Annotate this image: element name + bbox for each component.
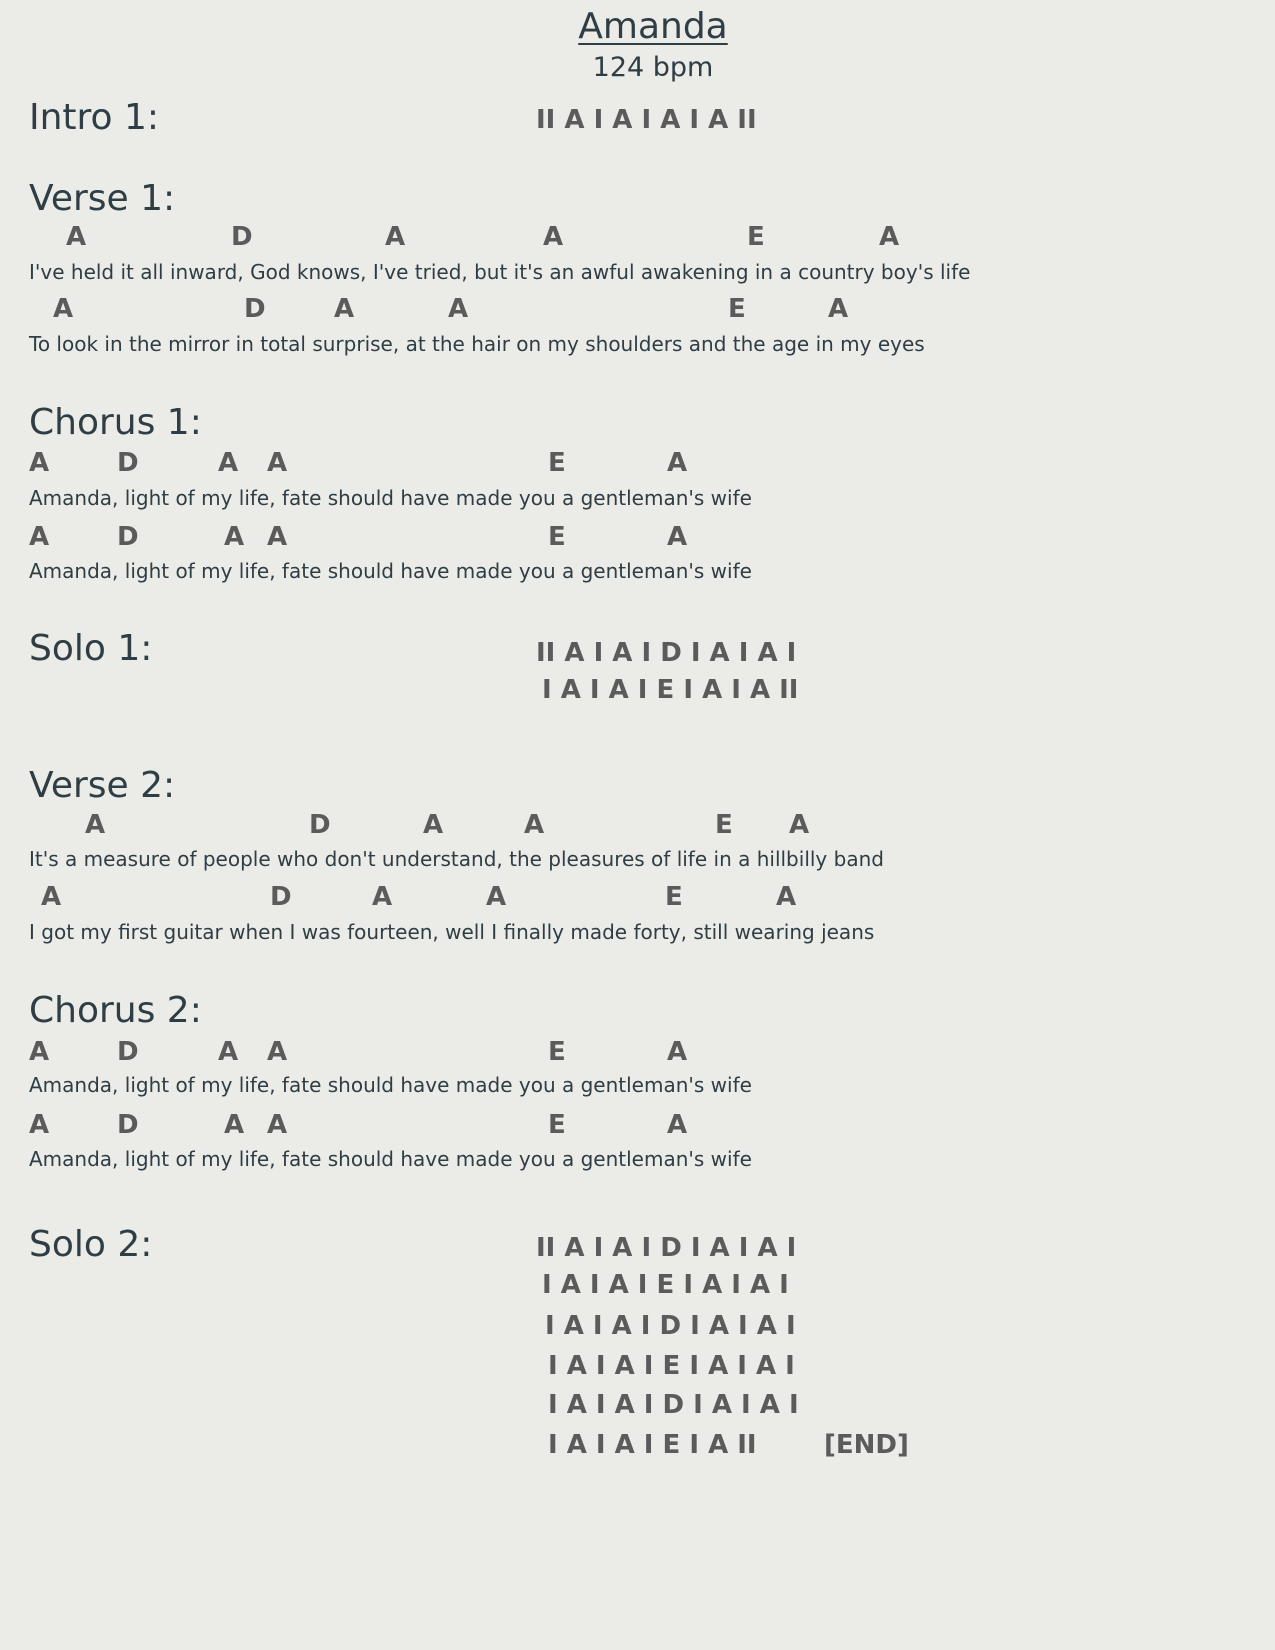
section-heading-chorus-1: Chorus 1: (29, 402, 202, 443)
chord: A (29, 1110, 50, 1140)
chord: A (53, 294, 74, 324)
chord: A (789, 810, 810, 840)
chord: D (117, 1037, 139, 1067)
solo-2-bar-line: II A I A I D I A I A I (536, 1233, 797, 1263)
chord: A (224, 1110, 245, 1140)
lyric-line: I got my first guitar when I was fourteen, well I finally made forty, still wearing jeans (29, 920, 875, 944)
chord: A (29, 1037, 50, 1067)
section-heading-verse-2: Verse 2: (29, 765, 176, 806)
chord: E (548, 522, 566, 552)
chord: A (29, 522, 50, 552)
chord: E (747, 222, 765, 252)
song-tempo: 124 bpm (592, 52, 714, 83)
section-heading-intro-1: Intro 1: (29, 97, 160, 138)
solo-2-bar-line: I A I A I D I A I A I (548, 1390, 799, 1420)
chord: A (218, 1037, 239, 1067)
chord: A (879, 222, 900, 252)
chord: A (267, 1110, 288, 1140)
section-heading-solo-2: Solo 2: (29, 1224, 153, 1265)
chord: D (117, 1110, 139, 1140)
chord: A (85, 810, 106, 840)
chord: D (270, 882, 292, 912)
chord: D (309, 810, 331, 840)
solo-2-bar-line: I A I A I E I A II (548, 1430, 757, 1460)
chord: A (667, 522, 688, 552)
lyric-line: I've held it all inward, God knows, I've tried, but it's an awful awakening in a country boy's life (29, 260, 971, 284)
chord: D (117, 522, 139, 552)
lyric-line: Amanda, light of my life, fate should have made you a gentleman's wife (29, 486, 752, 510)
solo-1-bar-line: I A I A I E I A I A II (542, 675, 799, 705)
chord: D (244, 294, 266, 324)
chord: A (66, 222, 87, 252)
chord: D (117, 448, 139, 478)
chord: E (548, 1110, 566, 1140)
chord: A (667, 1037, 688, 1067)
chord: E (715, 810, 733, 840)
solo-2-bar-line: I A I A I D I A I A I (545, 1311, 796, 1341)
chord: A (423, 810, 444, 840)
chord: A (776, 882, 797, 912)
lyric-line: Amanda, light of my life, fate should have made you a gentleman's wife (29, 1147, 752, 1171)
chord: D (231, 222, 253, 252)
chord: E (728, 294, 746, 324)
chord: A (448, 294, 469, 324)
lyric-line: To look in the mirror in total surprise, at the hair on my shoulders and the age in my eyes (29, 332, 925, 356)
chord: A (267, 448, 288, 478)
chord: A (218, 448, 239, 478)
song-title: Amanda (578, 6, 728, 47)
intro-1-bar-line: II A I A I A I A II (536, 105, 757, 135)
chord: A (385, 222, 406, 252)
solo-1-bar-line: II A I A I D I A I A I (536, 638, 797, 668)
lyric-line: It's a measure of people who don't understand, the pleasures of life in a hillbilly band (29, 847, 884, 871)
end-marker: [END] (824, 1430, 909, 1460)
section-heading-verse-1: Verse 1: (29, 178, 176, 219)
chord: A (267, 522, 288, 552)
chord: A (543, 222, 564, 252)
chord: A (828, 294, 849, 324)
chord: E (665, 882, 683, 912)
chord: E (548, 448, 566, 478)
lyric-line: Amanda, light of my life, fate should have made you a gentleman's wife (29, 1073, 752, 1097)
chord: A (29, 448, 50, 478)
chord: A (334, 294, 355, 324)
chord: A (41, 882, 62, 912)
chord: A (372, 882, 393, 912)
lyric-line: Amanda, light of my life, fate should have made you a gentleman's wife (29, 559, 752, 583)
chord: A (486, 882, 507, 912)
chord: A (667, 1110, 688, 1140)
chord: A (524, 810, 545, 840)
solo-2-bar-line: I A I A I E I A I A I (542, 1270, 789, 1300)
section-heading-solo-1: Solo 1: (29, 628, 153, 669)
chord: A (267, 1037, 288, 1067)
chord: A (667, 448, 688, 478)
section-heading-chorus-2: Chorus 2: (29, 990, 202, 1031)
chord: A (224, 522, 245, 552)
chord: E (548, 1037, 566, 1067)
solo-2-bar-line: I A I A I E I A I A I (548, 1351, 795, 1381)
